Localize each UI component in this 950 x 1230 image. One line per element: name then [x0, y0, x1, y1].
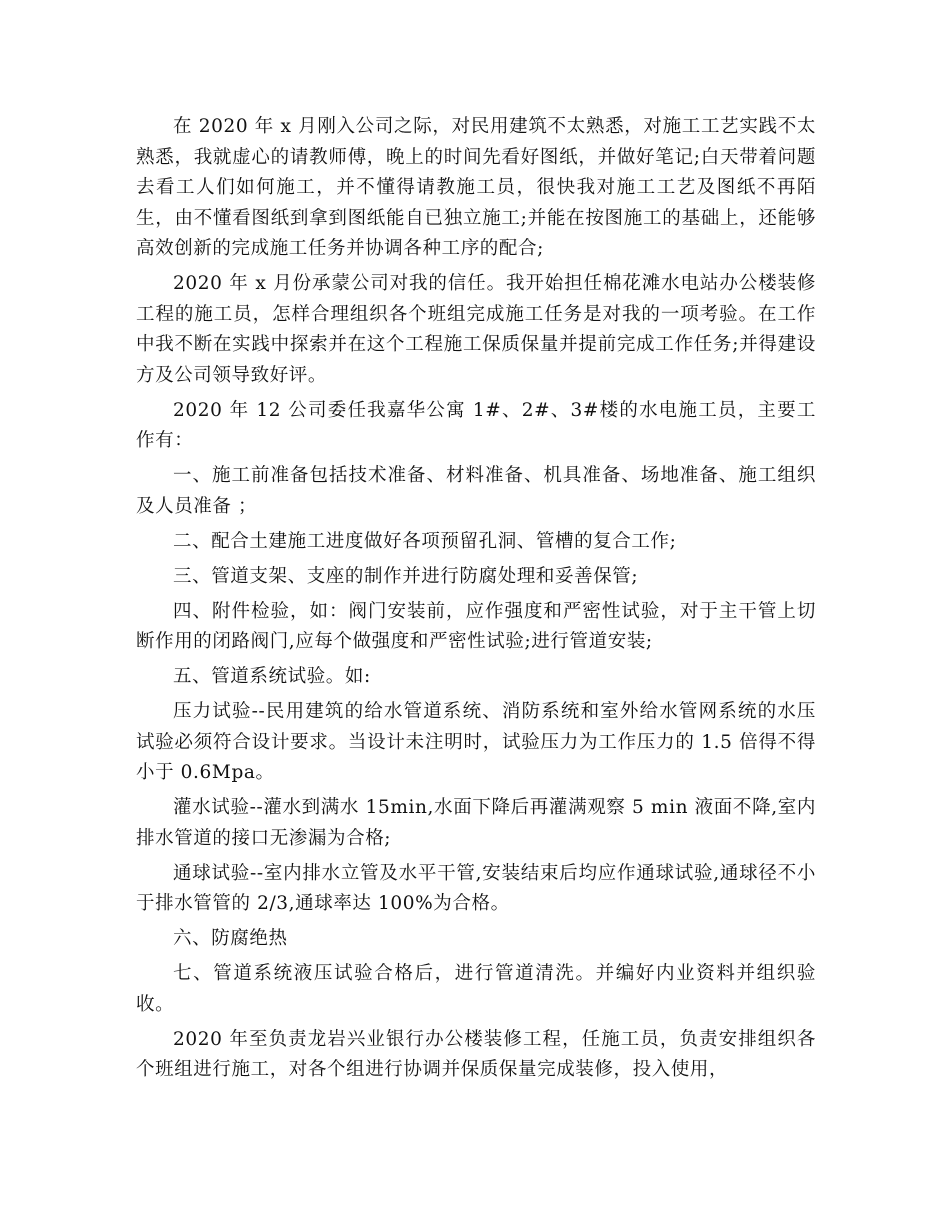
paragraph-5: 二、配合土建施工进度做好各项预留孔洞、管槽的复合工作; [173, 530, 677, 552]
paragraph-7: 四、附件检验，如：阀门安装前，应作强度和严密性试验，对于主干管上切断作用的闭路阀门,应每个做强度和严密性试验;进行管道安装; [136, 600, 816, 652]
paragraph-10: 灌水试验--灌水到满水 15min,水面下降后再灌满观察 5 min 液面不降,室内排水管道的接口无渗漏为合格; [136, 797, 816, 849]
paragraph-8: 五、管道系统试验。如: [173, 666, 371, 687]
paragraph-6: 三、管道支架、支座的制作并进行防腐处理和妥善保管; [173, 565, 639, 587]
paragraph-2: 2020 年 x 月份承蒙公司对我的信任。我开始担任棉花滩水电站办公楼装修工程的施工员，怎样合理组织各个班组完成施工任务是对我的一项考验。在工作中我不断在实践中探索并在这个工程施工保质保量并提前完成工作任务;并得建设方及公司领导致好评。 [136, 273, 816, 386]
paragraph-3: 2020 年 12 公司委任我嘉华公寓 1#、2#、3#楼的水电施工员，主要工作有： [136, 399, 816, 451]
paragraph-14: 2020 年至负责龙岩兴业银行办公楼装修工程，任施工员，负责安排组织各个班组进行施工，对各个组进行协调并保质保量完成装修，投入使用， [136, 1028, 816, 1080]
paragraph-12: 六、防腐绝热 [173, 928, 288, 949]
paragraph-9: 压力试验--民用建筑的给水管道系统、消防系统和室外给水管网系统的水压试验必须符合设计要求。当设计未注明时，试验压力为工作压力的 1.5 倍得不得小于 0.6Mpa。 [136, 701, 816, 783]
paragraph-13: 七、管道系统液压试验合格后，进行管道清洗。并编好内业资料并组织验收。 [136, 963, 816, 1015]
paragraph-1: 在 2020 年 x 月刚入公司之际，对民用建筑不太熟悉，对施工工艺实践不太熟悉，我就虚心的请教师傅，晚上的时间先看好图纸，并做好笔记;白天带着问题去看工人们如何施工，并不懂得请教施工员，很快我对施工工艺及图纸不再陌生，由不懂看图纸到拿到图纸能自已独立施工;并能在按图施工的基础上，还能够高效创新的完成施工任务并协调各种工序的配合; [136, 116, 816, 259]
paragraph-11: 通球试验--室内排水立管及水平干管,安装结束后均应作通球试验,通球径不小于排水管管的 2/3,通球率达 100%为合格。 [136, 862, 816, 914]
paragraph-4: 一、施工前准备包括技术准备、材料准备、机具准备、场地准备、施工组织及人员准备 ； [136, 465, 816, 517]
document-body [136, 112, 816, 1090]
